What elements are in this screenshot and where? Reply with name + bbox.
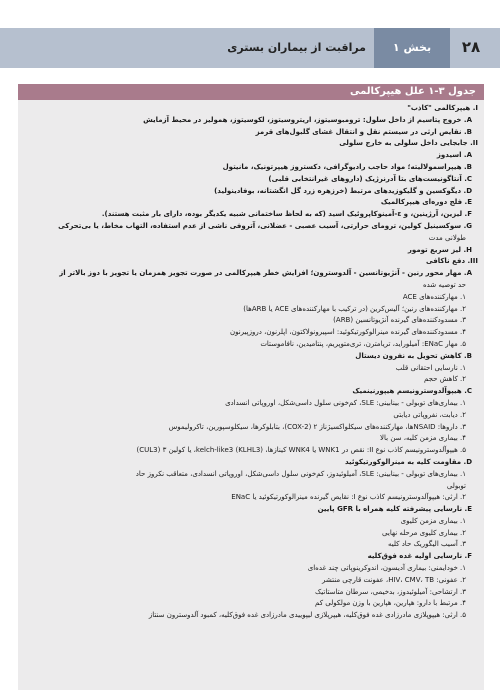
causes-table	[18, 84, 484, 690]
list-item: توبولی	[446, 481, 466, 490]
subsection-item: G. سوکسینیل کولین، ترومای حرارتی، آسیب عصبی - عضلانی، آتروفی ناشی از عدم استفاده، التهاب مخاط، یا بی‌تحرکی	[58, 221, 472, 230]
table-body	[18, 100, 484, 622]
subsection-item: A. مهار محور رنین - آنژیوتانسین - آلدوسترون؛ افزایش خطر هیپرکالمی در صورت تجویز همزمان یا تجویز با دوز بالاتر از	[59, 269, 472, 278]
section-heading: I. هیپرکالمی "کاذب"	[407, 104, 478, 112]
subsection-item: D. دیگوکسین و گلیکوزیدهای مرتبط (خرزهره زرد گل انگشتانه، بوفادینولید)	[214, 186, 472, 195]
list-item: ۱. بیماری مزمن کلیوی	[400, 516, 466, 525]
list-item: ۲. ارثی: هیپوآلدوسترونیسم کاذب نوع I: نقایص گیرنده مینرالوکورتیکوئید یا ENaC	[231, 493, 466, 502]
list-item: ۲. مهارکننده‌های رنین؛ آلیس‌کرین (در ترکیب با مهارکننده‌های ACE یا ARBها)	[243, 304, 466, 313]
list-item: ۴. بیماری مزمن کلیه، سن بالا	[380, 434, 466, 443]
subsection-item: D. مقاومت کلیه به مینرالوکورتیکوئید	[344, 457, 472, 466]
subsection-item: C. آنتاگونیست‌های بتا آدرنرژیک (داروهای غیرانتخابی قلبی)	[268, 174, 472, 183]
subsection-item: C. هیپوآلدوسترونیسم هیپورنینمیک	[352, 387, 472, 396]
list-item: ۳. آسیب الیگوریک حاد کلیه	[387, 540, 466, 549]
list-item: ۱. بیماری‌های توبولی - بینابینی: SLE، کم‌خونی سلول داسی‌شکل، اوروپاتی انسدادی	[225, 398, 466, 407]
list-item: ۵. هیپوآلدوسترونیسم کاذب نوع II: نقص در WNK1 یا WNK4 کینازها، kelch-like3 (KLHL3)، یا کولین ۳ (CUL3)	[136, 446, 466, 455]
subsection-item: A. اسیدوز	[436, 151, 472, 160]
list-item: ۲. عفونی: HIV، CMV، TB، عفونت قارچی منتشر	[321, 575, 466, 584]
list-item: ۲. بیماری کلیوی مرحله نهایی	[382, 528, 466, 537]
table-title: جدول ۳-۱ علل هیپرکالمی	[18, 84, 484, 100]
list-item: حد توصیه شده	[422, 280, 466, 289]
list-item: ۵. ارثی: هیپوپلازی مادرزادی غده فوق‌کلیه، هیپرپلازی لیپوییدی مادرزادی غده فوق‌کلیه، کمبود آلدوسترون سنتاز	[148, 611, 466, 620]
subsection-item: B. هیپراسمولالیته؛ مواد حاجب رادیوگرافی، دکستروز هیپرتونیک، مانیتول	[222, 162, 472, 171]
chapter-title: مراقبت از بیماران بستری	[227, 41, 366, 54]
list-item: طولانی مدت	[428, 233, 466, 242]
list-item: ۴. مرتبط با دارو: هپارین، هپارین با وزن مولکولی کم	[315, 599, 466, 608]
list-item: ۳. ارتشاحی: آمیلوئیدوز، بدخیمی، سرطان متاستاتیک	[315, 587, 466, 596]
list-item: ۱. خودایمنی: بیماری آدیسون، اندوکرینوپاتی چند غده‌ای	[307, 564, 466, 573]
subsection-item: H. لیز سریع تومور	[407, 245, 472, 254]
subsection-item: F. لیزین، آرژینین، و ε-آمینوکاپروئیک اسید (که به لحاظ ساختمانی شبیه یکدیگر بوده، دارای بار مثبت هستند).	[101, 210, 472, 219]
subsection-item: A. خروج پتاسیم از داخل سلول: ترومبوسیتوز، اریتروسیتوز، لکوسیتوز، همولیز در محیط آزمایش	[143, 115, 472, 124]
list-item: ۴. مسدودکننده‌های گیرنده مینرالوکورتیکوئید: اسپیرونولاکتون، اپلرنون، دروزپیرنون	[229, 328, 466, 337]
subsection-item: B. کاهش تحویل به نفرون دیستال	[355, 351, 472, 360]
subsection-item: B. نقایص ارثی در سیستم نقل و انتقال غشای گلبول‌های قرمز	[255, 127, 472, 136]
list-item: ۱. نارسایی احتقانی قلب	[395, 363, 466, 372]
subsection-item: E. نارسایی پیشرفته کلیه همراه با GFR پایین	[317, 505, 472, 514]
list-item: ۳. داروها: NSAIDها، مهارکننده‌های سیکلواکسیژناز ۲ (COX-2)، بتابلوکرها، سیکلوسپورین، تاکرولیموس	[168, 422, 466, 431]
list-item: ۲. کاهش حجم	[423, 375, 466, 384]
section-heading: III. دفع ناکافی	[426, 257, 478, 266]
part-label: بخش ۱	[374, 28, 450, 68]
list-item: ۲. دیابت، نفروپاتی دیابتی	[393, 410, 466, 419]
list-item: ۱. مهارکننده‌های ACE	[402, 292, 466, 301]
page-number: ۲۸	[461, 38, 481, 56]
section-heading: II. جابجایی داخل سلولی به خارج سلولی	[339, 139, 478, 148]
subsection-item: E. فلج دوره‌ای هیپرکالمیک	[380, 198, 472, 207]
list-item: ۱. بیماری‌های توبولی - بینابینی: SLE، آمیلوئیدوز، کم‌خونی سلول داسی‌شکل، اوروپاتی انسدادی، متعاقب نکروز حاد	[135, 469, 466, 478]
subsection-item: F. نارسایی اولیه غده فوق‌کلیه	[367, 552, 472, 561]
list-item: ۳. مسدودکننده‌های گیرنده آنژیوتانسین (ARB)	[333, 316, 466, 325]
list-item: ۵. مهار ENaC: آمیلوراید، تریامترن، تری‌متوپریم، پنتامیدین، نافاموستات	[260, 339, 466, 348]
